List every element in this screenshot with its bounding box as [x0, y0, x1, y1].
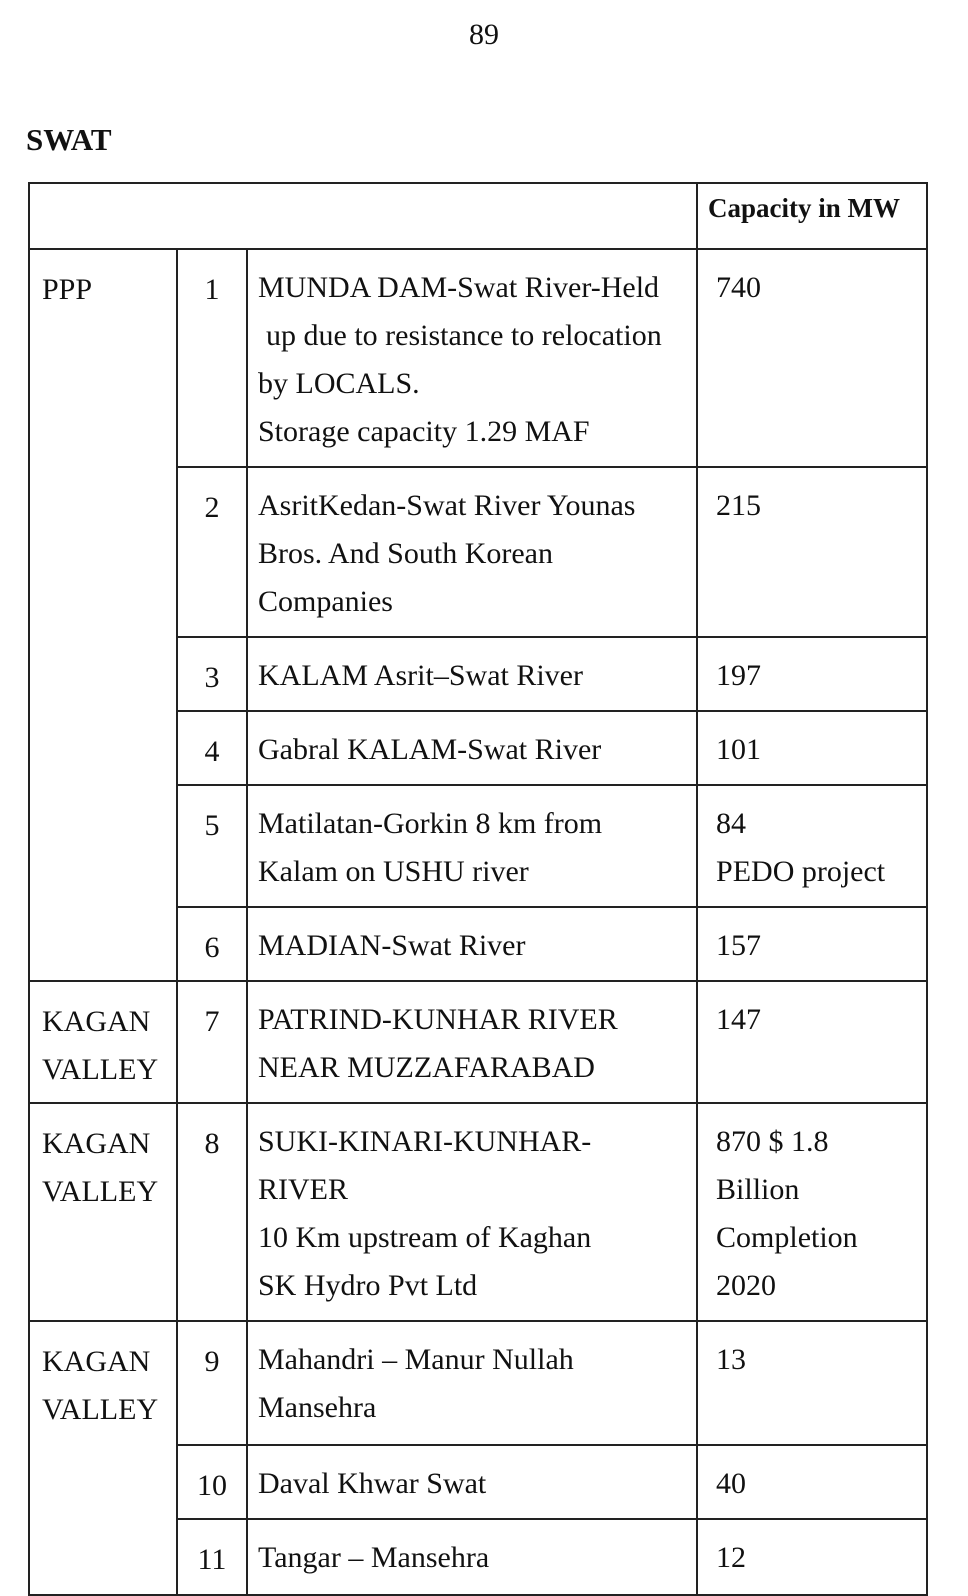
capacity-value: 13 — [716, 1343, 747, 1376]
capacity-cell — [697, 907, 927, 981]
row-number: 2 — [177, 467, 247, 637]
capacity-cell — [697, 249, 927, 467]
capacity-cell — [697, 637, 927, 711]
row-number: 8 — [177, 1103, 247, 1321]
capacity-note: Completion — [716, 1221, 858, 1254]
project-description — [247, 981, 697, 1103]
desc-line: Daval Khwar Swat — [258, 1467, 487, 1500]
desc-line: Gabral KALAM-Swat River — [258, 733, 602, 766]
desc-line: MADIAN-Swat River — [258, 929, 526, 962]
group-label: VALLEY — [42, 1053, 159, 1086]
desc-line: by LOCALS. — [258, 367, 420, 400]
row-number: 11 — [177, 1519, 247, 1595]
group-cell-kagan-valley — [29, 981, 177, 1103]
desc-line: Tangar – Mansehra — [258, 1541, 490, 1574]
header-capacity: Capacity in MW — [697, 183, 927, 249]
desc-line: up due to resistance to relocation — [266, 319, 662, 352]
desc-line: 10 Km upstream of Kaghan — [258, 1221, 592, 1254]
project-description — [247, 907, 697, 981]
row-number: 5 — [177, 785, 247, 907]
group-label: VALLEY — [42, 1393, 159, 1426]
desc-line: PATRIND-KUNHAR RIVER — [258, 1003, 618, 1036]
desc-line: NEAR MUZZAFARABAD — [258, 1051, 595, 1084]
desc-line: Mahandri – Manur Nullah — [258, 1343, 574, 1376]
project-description — [247, 1321, 697, 1445]
desc-line: RIVER — [258, 1173, 348, 1206]
capacity-value: 197 — [716, 659, 762, 692]
capacity-cell — [697, 467, 927, 637]
header-blank-cell — [29, 183, 697, 249]
capacity-value: 101 — [716, 733, 762, 766]
hydro-projects-table — [28, 182, 928, 1596]
project-description — [247, 1103, 697, 1321]
desc-line: MUNDA DAM-Swat River-Held — [258, 271, 660, 304]
section-title: SWAT — [26, 122, 112, 157]
desc-line: Matilatan-Gorkin 8 km from — [258, 807, 603, 840]
group-cell-kagan-valley — [29, 1321, 177, 1595]
capacity-value: 870 $ 1.8 — [716, 1125, 829, 1158]
row-number: 3 — [177, 637, 247, 711]
capacity-cell — [697, 1321, 927, 1445]
desc-line: AsritKedan-Swat River Younas — [258, 489, 636, 522]
capacity-cell — [697, 711, 927, 785]
table-row — [29, 1103, 927, 1321]
project-description — [247, 1445, 697, 1519]
group-label: KAGAN — [42, 1127, 151, 1160]
capacity-cell — [697, 1445, 927, 1519]
capacity-cell — [697, 1519, 927, 1595]
desc-line: Kalam on USHU river — [258, 855, 529, 888]
project-description — [247, 785, 697, 907]
table-row — [29, 249, 927, 467]
capacity-cell — [697, 1103, 927, 1321]
group-label: VALLEY — [42, 1175, 159, 1208]
row-number: 6 — [177, 907, 247, 981]
group-label: KAGAN — [42, 1345, 151, 1378]
page-number: 89 — [469, 18, 499, 51]
capacity-value: 40 — [716, 1467, 747, 1500]
capacity-cell — [697, 981, 927, 1103]
capacity-note: 2020 — [716, 1269, 777, 1302]
project-description — [247, 249, 697, 467]
group-label: PPP — [42, 273, 93, 306]
capacity-value: 147 — [716, 1003, 762, 1036]
table-row — [29, 1321, 927, 1445]
desc-line: Companies — [258, 585, 393, 618]
table-row — [29, 981, 927, 1103]
desc-line: Storage capacity 1.29 MAF — [258, 415, 590, 448]
project-description — [247, 711, 697, 785]
capacity-value: 740 — [716, 271, 762, 304]
desc-line: Bros. And South Korean — [258, 537, 553, 570]
project-description — [247, 1519, 697, 1595]
group-cell-ppp — [29, 249, 177, 981]
table-header-row — [29, 183, 927, 249]
capacity-note: PEDO project — [716, 855, 886, 888]
capacity-cell — [697, 785, 927, 907]
capacity-value: 84 — [716, 807, 747, 840]
row-number: 10 — [177, 1445, 247, 1519]
capacity-value: 215 — [716, 489, 762, 522]
row-number: 4 — [177, 711, 247, 785]
group-label: KAGAN — [42, 1005, 151, 1038]
desc-line: Mansehra — [258, 1391, 377, 1424]
row-number: 9 — [177, 1321, 247, 1445]
desc-line: SUKI-KINARI-KUNHAR- — [258, 1125, 592, 1158]
desc-line: SK Hydro Pvt Ltd — [258, 1269, 478, 1302]
capacity-note: Billion — [716, 1173, 800, 1206]
capacity-value: 12 — [716, 1541, 747, 1574]
row-number: 7 — [177, 981, 247, 1103]
project-description — [247, 637, 697, 711]
desc-line: KALAM Asrit–Swat River — [258, 659, 583, 692]
row-number: 1 — [177, 249, 247, 467]
capacity-value: 157 — [716, 929, 762, 962]
project-description — [247, 467, 697, 637]
group-cell-kagan-valley — [29, 1103, 177, 1321]
